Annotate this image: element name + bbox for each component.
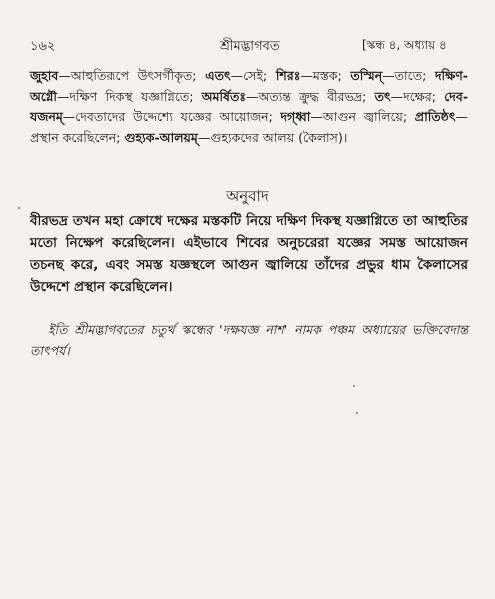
glossary-term: প্রাতিষ্ঠৎ	[414, 109, 456, 124]
scan-speck	[356, 412, 358, 414]
glossary-entry	[202, 89, 375, 104]
glossary-meaning: —অত্যন্ত ক্রুদ্ধ বীরভদ্র;	[245, 88, 375, 104]
glossary-meaning: —আহুতিরূপে উৎসর্গীকৃত;	[58, 68, 206, 83]
word-glossary	[30, 66, 468, 148]
translation-heading: অনুবাদ	[226, 187, 269, 205]
glossary-meaning: —প্রস্থান করেছিলেন;	[30, 109, 469, 145]
glossary-meaning: —গুহ্যকদের আলয় (কৈলাস)।	[197, 129, 348, 145]
translation-paragraph: বীরভদ্র তখন মহা ক্রোধে দক্ষের মস্তকটি নিয়ে দক্ষিণ দিকস্থ যজ্ঞাগ্নিতে তা আহুতির মতো নিক্ষেপ করেছিলেন। এইভাবে শিবের অনুচরেরা যজ্ঞের সমস্ত আয়োজন তচনছ করে, এবং সমস্ত যজ্ঞস্থলে আগুন জ্বালিয়ে তাঁদের প্রভুর ধাম কৈলাসের উদ্দেশে প্রস্থান করেছিলেন।	[30, 213, 468, 295]
page-number: ১৬২	[30, 39, 56, 54]
scan-speck	[18, 207, 20, 209]
glossary-entry	[205, 68, 276, 83]
glossary-term: তস্মিন্	[350, 68, 383, 83]
glossary-entry	[375, 89, 445, 104]
glossary-meaning: —মস্তক;	[300, 68, 351, 83]
glossary-entry	[280, 109, 414, 124]
glossary-entry	[276, 68, 351, 83]
glossary-term: তৎ	[374, 88, 391, 104]
scan-speck	[353, 385, 355, 387]
glossary-term: দেব-যজনম্	[30, 88, 469, 124]
section-reference: [স্কন্ধ ৪, অধ্যায় ৪	[362, 38, 447, 52]
running-title: শ্রীমদ্ভাগবত	[220, 39, 280, 54]
glossary-meaning: —দেবতাদের উদ্দেশ্যে যজ্ঞের আয়োজন;	[62, 109, 281, 124]
glossary-entry	[124, 130, 347, 145]
glossary-term: দগ্ধ্বা	[280, 109, 311, 124]
glossary-term: শিরঃ	[275, 68, 301, 83]
glossary-term: গুহ্যক-আলয়ম্	[124, 129, 198, 145]
glossary-term: এতৎ	[205, 68, 231, 83]
glossary-entry	[30, 68, 205, 83]
glossary-meaning: —আগুন জ্বালিয়ে;	[310, 109, 415, 124]
glossary-meaning: —সেই;	[230, 68, 276, 83]
chapter-colophon: ইতি শ্রীমদ্ভাগবতের চতুর্থ স্কন্ধের 'দক্ষযজ্ঞ নাশ' নামক পঞ্চম অধ্যায়ের ভক্তিবেদান্ত তাৎপর্য।	[30, 322, 468, 358]
glossary-term: জুহাব	[30, 68, 59, 83]
glossary-meaning: —দক্ষিণ দিকস্থ যজ্ঞাগ্নিতে;	[56, 88, 202, 104]
glossary-meaning: —তাতে;	[382, 68, 435, 83]
glossary-term: অমর্ষিতঃ	[201, 88, 246, 104]
glossary-meaning: —দক্ষের;	[390, 88, 445, 104]
glossary-entry	[350, 68, 435, 83]
glossary-term: দক্ষিণ-অগ্নৌ	[30, 68, 468, 104]
